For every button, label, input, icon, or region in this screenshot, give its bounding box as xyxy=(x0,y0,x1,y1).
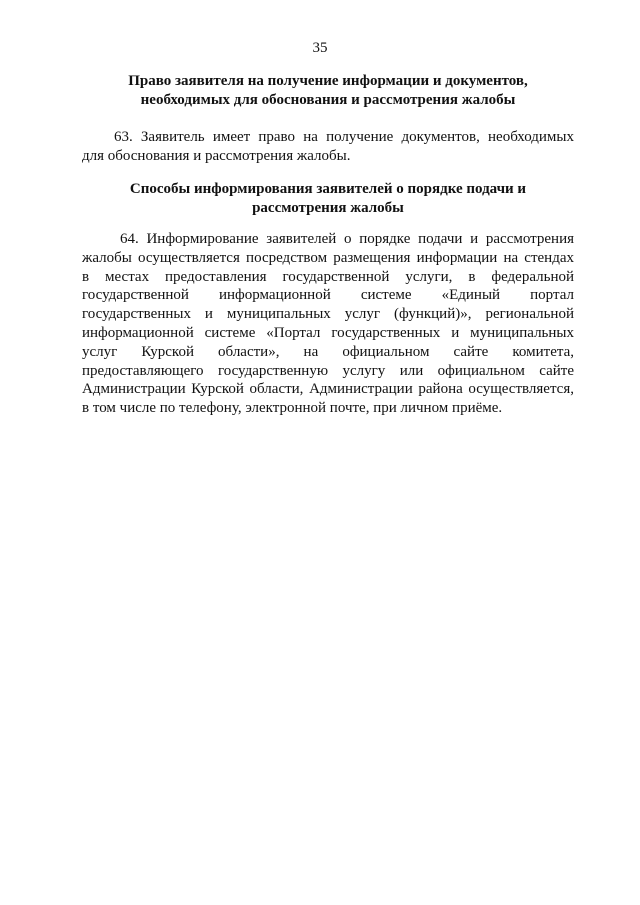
paragraph-line: жалобы осуществляется посредством размещения информации на стендах xyxy=(82,249,574,266)
paragraph-line: для обоснования и рассмотрения жалобы. xyxy=(82,147,351,164)
paragraph-line: предоставляющего государственную услугу или официальном сайте xyxy=(82,362,574,379)
paragraph-63 xyxy=(82,128,574,166)
paragraph-line: государственной информационной системе «Единый портал xyxy=(82,287,574,304)
heading-line: необходимых для обоснования и рассмотрения жалобы xyxy=(140,92,516,108)
paragraph-line: услуг Курской области», на официальном сайте комитета, xyxy=(82,343,574,360)
paragraph-line: Администрации Курской области, Администрации района осуществляется, xyxy=(82,381,574,398)
section-heading-complaint-info-right xyxy=(82,72,574,110)
heading-line: Право заявителя на получение информации и документов, xyxy=(128,73,528,89)
paragraph-line: государственных и муниципальных услуг (функций)», региональной xyxy=(82,306,574,323)
paragraph-line: 63. Заявитель имеет право на получение документов, необходимых xyxy=(114,129,574,145)
paragraph-line: 64. Информирование заявителей о порядке подачи и рассмотрения xyxy=(120,231,574,247)
paragraph-line: в местах предоставления государственной услуги, в федеральной xyxy=(82,268,574,285)
page-number: 35 xyxy=(312,40,328,56)
heading-line: Способы информирования заявителей о порядке подачи и xyxy=(129,181,527,197)
paragraph-64 xyxy=(82,230,574,418)
section-heading-informing-methods xyxy=(82,180,574,218)
heading-line: рассмотрения жалобы xyxy=(252,200,404,216)
paragraph-line: информационной системе «Портал государственных и муниципальных xyxy=(82,324,574,341)
paragraph-line: в том числе по телефону, электронной почте, при личном приёме. xyxy=(82,400,503,417)
